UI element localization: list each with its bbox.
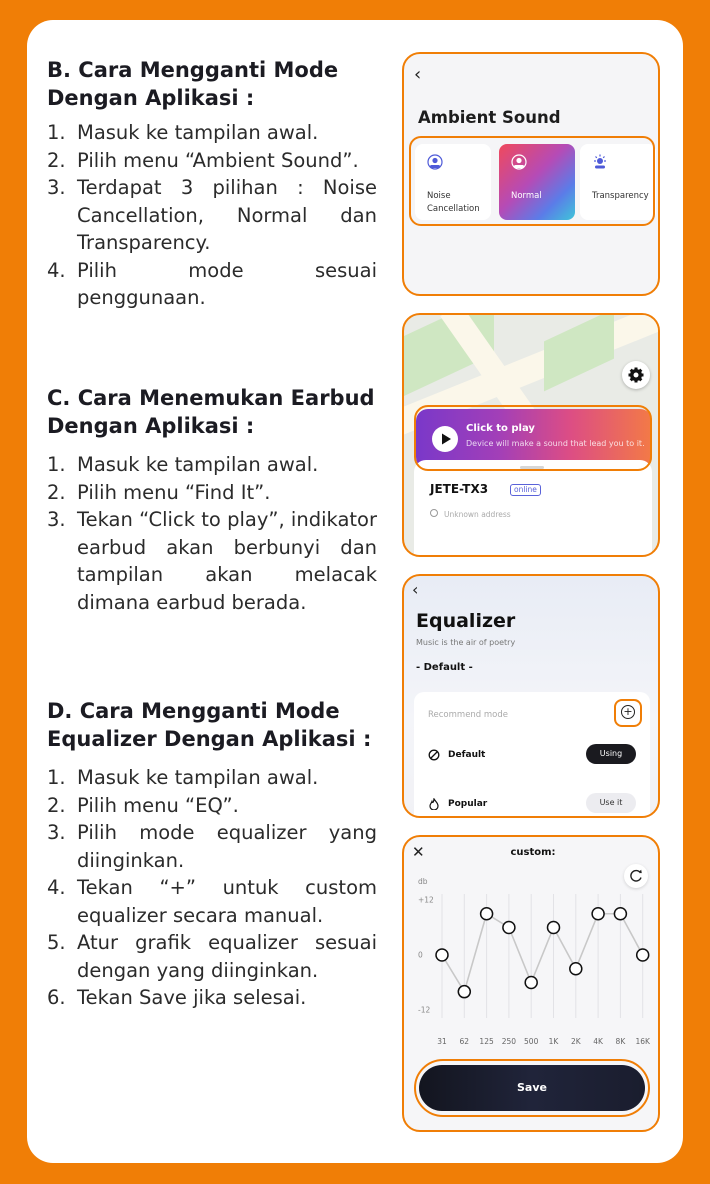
recommend-mode-label: Recommend mode bbox=[428, 710, 509, 720]
x-tick-label: 4K bbox=[593, 1037, 603, 1046]
mode-label: Normal bbox=[511, 191, 542, 201]
step-item bbox=[47, 984, 377, 1012]
eq-band-handle[interactable] bbox=[525, 977, 537, 989]
x-tick-label: 2K bbox=[570, 1037, 581, 1046]
step-number: 1. bbox=[47, 766, 66, 789]
y-tick-label: -12 bbox=[418, 1005, 431, 1015]
x-tick-label: 500 bbox=[524, 1037, 539, 1046]
step-number: 6. bbox=[47, 986, 66, 1009]
step-item bbox=[47, 792, 377, 820]
x-tick-label: 62 bbox=[459, 1037, 470, 1046]
section-d-steps bbox=[47, 764, 377, 1012]
section-b-title bbox=[47, 56, 392, 112]
highlight-frame bbox=[409, 136, 655, 226]
eq-band-handle[interactable] bbox=[436, 949, 448, 961]
section-d-title bbox=[47, 697, 392, 753]
step-item bbox=[47, 929, 377, 984]
step-number: 4. bbox=[47, 876, 66, 899]
step-text: Masuk ke tampilan awal. bbox=[77, 121, 319, 144]
step-text: Pilih mode sesuai penggunaan. bbox=[77, 258, 377, 309]
step-text: Terdapat 3 pilihan : Noise Cancellation, Normal dan Transparency. bbox=[77, 176, 377, 254]
section-b-title-line: Dengan Aplikasi : bbox=[47, 86, 255, 110]
x-tick-label: 16K bbox=[635, 1037, 650, 1046]
popular-icon bbox=[428, 798, 440, 810]
section-d-title-line: D. Cara Mengganti Mode bbox=[47, 699, 340, 723]
x-tick-label: 250 bbox=[501, 1037, 517, 1046]
x-tick-label: 8K bbox=[615, 1037, 626, 1046]
mode-label: Noise Cancellation bbox=[427, 191, 480, 214]
step-text: Pilih menu “EQ”. bbox=[77, 793, 239, 817]
ambient-title: Ambient Sound bbox=[418, 108, 561, 127]
step-number: 1. bbox=[47, 121, 66, 144]
step-number: 5. bbox=[47, 931, 66, 954]
step-item bbox=[47, 479, 377, 507]
step-item bbox=[47, 257, 377, 312]
y-tick-label: 0 bbox=[418, 950, 423, 960]
preset-list bbox=[414, 692, 650, 818]
step-number: 2. bbox=[47, 793, 66, 817]
step-number: 3. bbox=[47, 176, 66, 199]
device-address: Unknown address bbox=[444, 510, 511, 519]
y-axis-label: db bbox=[418, 877, 428, 886]
step-number: 2. bbox=[47, 148, 66, 172]
using-button[interactable]: Using bbox=[586, 744, 636, 764]
ambient-sound-screenshot bbox=[402, 52, 660, 296]
step-text: Atur grafik equalizer sesuai dengan yang diinginkan. bbox=[77, 931, 377, 982]
x-tick-label: 1K bbox=[548, 1037, 559, 1046]
close-icon[interactable]: ✕ bbox=[412, 843, 425, 861]
custom-eq-screenshot bbox=[402, 835, 660, 1132]
eq-band-handle[interactable] bbox=[548, 922, 560, 934]
step-item bbox=[47, 451, 377, 479]
back-icon[interactable]: ‹ bbox=[412, 580, 419, 599]
step-text: Pilih menu “Find It”. bbox=[77, 480, 271, 504]
eq-band-handle[interactable] bbox=[503, 922, 515, 934]
status-badge: online bbox=[510, 484, 541, 496]
step-text: Masuk ke tampilan awal. bbox=[77, 453, 319, 476]
eq-chart[interactable] bbox=[404, 837, 660, 1052]
highlight-frame bbox=[414, 1059, 650, 1117]
x-tick-label: 125 bbox=[479, 1037, 494, 1046]
preset-name: Popular bbox=[448, 799, 488, 809]
section-c-title-line: Dengan Aplikasi : bbox=[47, 414, 255, 438]
section-b-steps bbox=[47, 119, 377, 312]
current-preset: - Default - bbox=[416, 662, 473, 673]
find-it-screenshot bbox=[402, 313, 660, 557]
preset-name: Default bbox=[448, 750, 486, 760]
eq-band-handle[interactable] bbox=[481, 908, 493, 920]
mode-label: Transparency bbox=[592, 191, 649, 201]
step-text: Pilih mode equalizer yang diinginkan. bbox=[77, 821, 377, 872]
y-tick-label: +12 bbox=[418, 895, 434, 905]
device-sheet bbox=[414, 460, 652, 557]
location-icon bbox=[430, 509, 438, 517]
step-number: 2. bbox=[47, 480, 66, 504]
step-item bbox=[47, 174, 377, 257]
eq-band-handle[interactable] bbox=[570, 963, 582, 975]
section-c-steps bbox=[47, 451, 377, 616]
play-subtitle: Device will make a sound that lead you to it. bbox=[466, 439, 645, 448]
step-number: 3. bbox=[47, 508, 66, 531]
step-text: Masuk ke tampilan awal. bbox=[77, 766, 319, 789]
step-text: Tekan “Click to play”, indikator earbud akan berbunyi dan tampilan akan melacak dimana earbud berada. bbox=[77, 508, 377, 614]
default-icon bbox=[428, 749, 440, 761]
play-title: Click to play bbox=[466, 423, 535, 434]
section-c-title bbox=[47, 384, 392, 440]
gear-icon bbox=[622, 361, 650, 389]
step-text: Tekan Save jika selesai. bbox=[77, 986, 307, 1009]
x-tick-label: 31 bbox=[437, 1037, 447, 1046]
eq-band-handle[interactable] bbox=[614, 908, 626, 920]
step-item bbox=[47, 819, 377, 874]
eq-curve bbox=[442, 914, 643, 992]
equalizer-subtitle: Music is the air of poetry bbox=[416, 638, 516, 647]
equalizer-title: Equalizer bbox=[416, 610, 516, 632]
section-b-title-line: B. Cara Mengganti Mode bbox=[47, 58, 339, 82]
add-custom-button[interactable]: + bbox=[621, 705, 635, 719]
step-item bbox=[47, 119, 377, 147]
device-name: JETE-TX3 bbox=[430, 482, 489, 496]
step-number: 4. bbox=[47, 258, 66, 282]
eq-band-handle[interactable] bbox=[637, 949, 649, 961]
highlight-frame bbox=[414, 405, 652, 471]
eq-band-handle[interactable] bbox=[458, 986, 470, 998]
step-text: Tekan “+” untuk custom equalizer secara manual. bbox=[77, 876, 377, 927]
back-icon[interactable]: ‹ bbox=[414, 64, 422, 85]
section-d-title-line: Equalizer Dengan Aplikasi : bbox=[47, 727, 372, 751]
section-c-title-line: C. Cara Menemukan Earbud bbox=[47, 386, 375, 410]
step-item bbox=[47, 874, 377, 929]
step-text: Pilih menu “Ambient Sound”. bbox=[77, 148, 359, 172]
eq-band-handle[interactable] bbox=[592, 908, 604, 920]
step-number: 1. bbox=[47, 453, 66, 476]
step-item bbox=[47, 147, 377, 175]
equalizer-screenshot bbox=[402, 574, 660, 818]
step-item bbox=[47, 764, 377, 792]
highlight-frame bbox=[614, 699, 642, 727]
step-number: 3. bbox=[47, 821, 66, 844]
map-area bbox=[544, 313, 614, 391]
use-it-button[interactable]: Use it bbox=[586, 793, 636, 813]
step-item bbox=[47, 506, 377, 616]
custom-title: custom: bbox=[510, 847, 556, 858]
save-button[interactable]: Save bbox=[419, 1065, 645, 1111]
settings-button[interactable] bbox=[622, 361, 650, 389]
